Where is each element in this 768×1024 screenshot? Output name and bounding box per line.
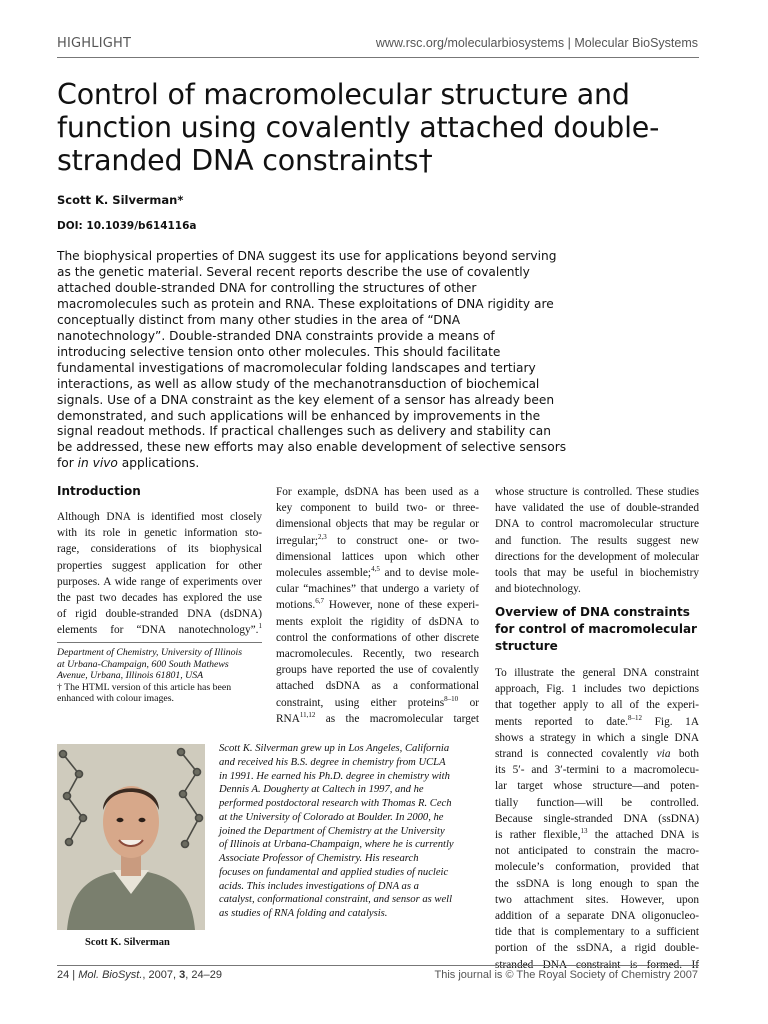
bio-line: catalyst, conformational constraint, and sensor as well	[219, 894, 453, 906]
body-text: or	[458, 696, 479, 709]
body-line	[276, 597, 479, 613]
body-line: stranded DNA constraint is formed. If	[495, 958, 699, 971]
body-line: its 5′- and 3′-termini to a macromolecu-	[495, 764, 699, 777]
ref-link[interactable]: 6,7	[315, 597, 324, 606]
intro-line: of rigid double-stranded DNA (dsDNA)	[57, 608, 262, 621]
body-line: approach, Fig. 1 includes two depictions	[495, 683, 699, 696]
body-line: attached dsDNA as a conformational	[276, 680, 479, 693]
photo-caption: Scott K. Silverman	[85, 937, 170, 948]
body-line	[495, 827, 699, 843]
intro-line: rage, considerations of its biophysical	[57, 543, 262, 556]
body-text: RNA	[276, 712, 300, 725]
bio-line: of Illinois at Urbana-Champaign, where he is currently	[219, 839, 454, 851]
overview-heading: Overview of DNA constraints for control of macromolecular structure	[495, 605, 697, 653]
intro-line: with its role in genetic information sto-	[57, 527, 262, 540]
bio-line: performed postdoctoral research with Thomas R. Cech	[219, 798, 452, 809]
body-line: To illustrate the general DNA constraint	[495, 667, 699, 679]
ref-link[interactable]: 1	[258, 622, 262, 631]
citation-year: , 2007,	[142, 969, 180, 981]
bio-line: Scott K. Silverman grew up in Los Angeles, California	[219, 743, 450, 754]
bio-line: Associate Professor of Chemistry. His research	[219, 853, 419, 864]
abstract-line: attached double-stranded DNA for controlling the structures of other	[57, 280, 477, 295]
abstract-text: for	[57, 456, 78, 471]
author-portrait-icon	[57, 744, 205, 930]
abstract-line: macromolecules such as protein and RNA. These exploitations of DNA rigidity are	[57, 296, 554, 311]
body-text: to construct one- or two-	[326, 534, 479, 547]
abstract-line: as the genetic material. Several recent reports describe the use of covalently	[57, 264, 530, 279]
intro-heading: Introduction	[57, 484, 141, 498]
body-text: as the macromolecular target	[315, 712, 479, 725]
body-line: ments exploit the rigidity of dsDNA to	[276, 615, 479, 628]
body-text: strand is connected covalently	[495, 748, 657, 761]
abstract	[57, 249, 567, 472]
author-photo	[57, 744, 205, 930]
body-line: cular “machines” that undergo a variety of	[276, 583, 479, 596]
body-line: shows a strategy in which a single DNA	[495, 731, 699, 744]
body-line: portion of the ssDNA, a rigid double-	[495, 942, 699, 955]
abstract-line: The biophysical properties of DNA suggest its use for applications beyond serving	[57, 249, 557, 263]
body-line: directions for the development of molecular	[495, 550, 699, 563]
intro-text: elements for “DNA nanotechnology”.	[57, 624, 259, 637]
body-line: macromolecules. Recently, two research	[276, 648, 479, 661]
body-line: tools that may be useful in biochemistry	[495, 567, 699, 580]
abstract-text: applications.	[117, 456, 200, 471]
body-line: and biotechnology.	[495, 583, 581, 596]
body-text: Fig. 1A	[642, 715, 699, 728]
journal-abbr: Mol. BioSyst.	[78, 969, 143, 981]
body-italic: via	[656, 748, 671, 761]
column-3-top	[495, 484, 699, 597]
intro-line: the past two decades has explored the use	[57, 592, 262, 605]
bio-line: acids. This includes investigations of DNA as a	[219, 880, 419, 892]
body-text: irregular;	[276, 534, 319, 547]
body-line	[276, 533, 479, 549]
page-number: 24	[57, 969, 70, 981]
title-line-1: Control of macromolecular structure and	[57, 78, 630, 111]
column-2-body	[276, 484, 479, 727]
abstract-line: demonstrated, and such applications will be enhanced by improvements in the	[57, 408, 541, 423]
body-line: DNA to control macromolecular structure	[495, 518, 699, 531]
body-text: the attached DNA is	[587, 829, 699, 842]
affiliation-line: at Urbana-Champaign, 600 South Mathews	[57, 658, 229, 670]
body-line: addition of a separate DNA oligonucleo-	[495, 910, 699, 923]
body-line: whose structure is controlled. These studies	[495, 486, 699, 498]
doi-link[interactable]: DOI: 10.1039/b614116a	[57, 220, 197, 232]
ref-link[interactable]: 4,5	[371, 565, 380, 574]
section-label: HIGHLIGHT	[57, 36, 132, 51]
affiliation	[57, 647, 262, 705]
ref-link[interactable]: 8–10	[444, 694, 459, 703]
body-line: dimensional objects that may be regular or	[276, 518, 479, 531]
body-line: Because single-stranded DNA (ssDNA)	[495, 812, 699, 825]
intro-body	[57, 509, 262, 639]
bio-line: as studies of RNA folding and catalysis.	[219, 908, 388, 919]
body-text: However, none of these experi-	[323, 599, 479, 612]
footnote-line: enhanced with colour images.	[57, 693, 174, 705]
body-line: For example, dsDNA has been used as a	[276, 486, 479, 498]
body-text: both	[670, 748, 699, 761]
ref-link[interactable]: 11,12	[299, 711, 316, 720]
body-text: motions.	[276, 599, 316, 612]
body-line: control the conformations of other discrete	[276, 631, 479, 644]
abstract-italic: in vivo	[77, 456, 118, 471]
affiliation-line: Department of Chemistry, University of Illinois	[57, 647, 243, 658]
body-line: tially function—will be controlled.	[495, 796, 699, 809]
footer-rule	[57, 965, 699, 966]
copyright-notice: This journal is © The Royal Society of Chemistry 2007	[434, 969, 698, 981]
intro-last-line	[57, 622, 262, 638]
abstract-line: introducing selective tension onto other molecules. This should facilitate	[57, 344, 501, 359]
body-line: and function. The results suggest new	[495, 534, 699, 547]
ref-link[interactable]: 13	[580, 827, 588, 836]
ref-link[interactable]: 2,3	[318, 532, 327, 541]
body-text: and to devise mole-	[379, 567, 480, 580]
body-line	[276, 695, 479, 711]
citation-pages: , 24–29	[185, 969, 222, 981]
citation-volume: 3	[179, 969, 186, 981]
abstract-line: nanotechnology”. Double-stranded DNA constraints provide a means of	[57, 328, 495, 343]
abstract-line: be addressed, these new efforts may also enable development of selective sensors	[57, 440, 567, 455]
body-text: constraint, using either proteins	[276, 696, 445, 709]
body-line: lar target whose structure—and poten-	[495, 780, 699, 793]
body-line	[495, 714, 699, 730]
affiliation-rule	[57, 642, 262, 643]
header-rule	[57, 57, 699, 58]
body-line: two attachment sites. However, upon	[495, 893, 699, 906]
bio-line: focuses on fundamental and applied studies of nucleic	[219, 866, 449, 878]
footnote-line: † The HTML version of this article has been	[57, 681, 232, 693]
abstract-last-line	[57, 456, 547, 472]
column-3-bottom	[495, 665, 699, 973]
body-text: molecules assemble;	[276, 567, 372, 580]
body-line: groups have reported the use of covalently	[276, 664, 479, 677]
abstract-line: signals. Use of a DNA constraint as the key element of a sensor has already been	[57, 392, 555, 407]
body-line	[495, 746, 699, 762]
body-text: is rather flexible,	[495, 829, 581, 842]
body-line: that together apply to all of the experi-	[495, 699, 699, 712]
body-line: molecule’s conformation, provided that	[495, 861, 699, 874]
author-name: Scott K. Silverman*	[57, 193, 184, 207]
abstract-line: fundamental investigations of macromolecular folding landscapes and tertiary	[57, 360, 536, 375]
body-line: not anticipated to constrain the macro-	[495, 845, 699, 858]
abstract-line: conceptually distinct from many other studies in the area of “DNA	[57, 312, 461, 327]
body-line: have validated the use of double-stranded	[495, 502, 699, 515]
article-title	[57, 78, 717, 177]
abstract-line: signal readout methods. If practical challenges such as delivery and stability can	[57, 424, 551, 439]
body-line: key component to build two- or three-	[276, 502, 479, 515]
ref-link[interactable]: 8–12	[628, 713, 642, 722]
body-line: dimensional lattices upon which other	[276, 550, 479, 563]
page-citation: 24 | Mol. BioSyst., 2007, 3, 24–29	[57, 969, 222, 981]
body-line	[276, 565, 479, 581]
body-text: ments reported to date.	[495, 715, 628, 728]
intro-line: purposes. A wide range of experiments over	[57, 575, 262, 588]
journal-header-link[interactable]: www.rsc.org/molecularbiosystems | Molecular BioSystems	[375, 36, 698, 50]
bio-line: at the University of Colorado at Boulder. In 2000, he	[219, 811, 444, 823]
affiliation-line: Avenue, Urbana, Illinois 61801, USA	[57, 670, 204, 682]
body-line: tide that is complementary to a sufficient	[495, 926, 699, 939]
bio-line: and received his B.S. degree in chemistry from UCLA	[219, 756, 446, 768]
bio-line: Dennis A. Dougherty at Caltech in 1997, and he	[219, 784, 424, 796]
bio-line: in 1991. He earned his Ph.D. degree in chemistry with	[219, 770, 450, 782]
title-line-2: function using covalently attached double-	[57, 111, 660, 144]
title-line-3: stranded DNA constraints†	[57, 144, 433, 177]
abstract-line: interactions, as well as allow study of the mechanotransduction of biochemical	[57, 376, 540, 391]
intro-line: properties suggest application for other	[57, 559, 262, 572]
body-line: the ssDNA is long enough to span the	[495, 877, 699, 890]
intro-line: Although DNA is identified most closely	[57, 511, 262, 523]
author-bio	[219, 742, 481, 921]
body-line	[276, 711, 479, 727]
bio-line: joined the Department of Chemistry at the University	[219, 825, 445, 837]
